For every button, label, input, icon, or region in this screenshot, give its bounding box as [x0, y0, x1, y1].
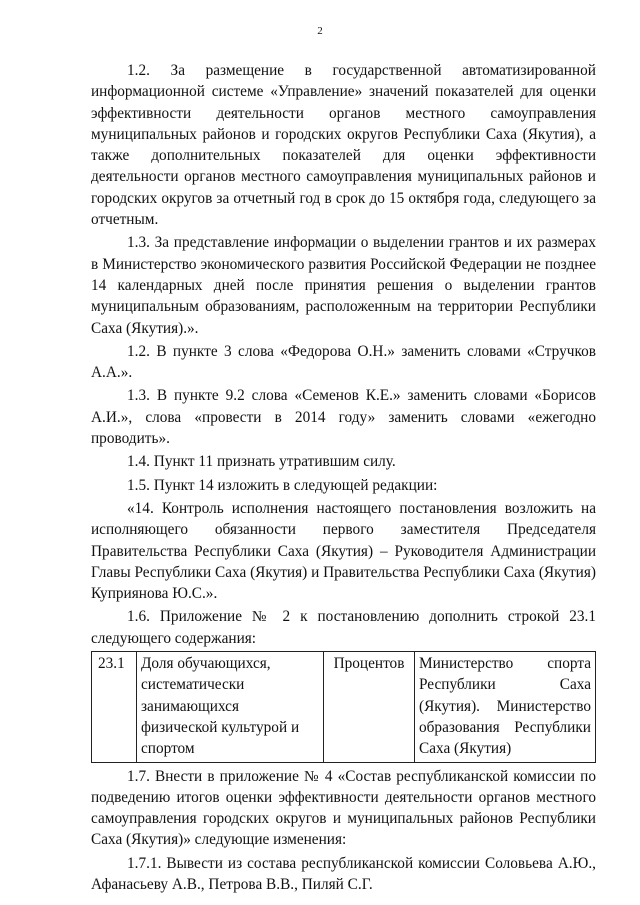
page-number: 2 — [317, 25, 323, 37]
paragraph-14-control: «14. Контроль исполнения настоящего постановления возложить на исполняющего обязанности первого заместителя Председателя Правительства Республики Саха (Якутия) – Руководителя Администрации Главы Республики Саха (Якутия) и Правительства Республики Саха (Якутия) Куприянова Ю.С.». — [91, 499, 596, 603]
table-cell-indicator: Доля обучающихся, систематически занимающихся физической культурой и спортом — [137, 652, 324, 762]
paragraph-1-2-posting: 1.2. За размещение в государственной автоматизированной информационной системе «Управление» значений показателей для оценки эффективности деятельности органов местного самоуправления муниципальных районов и городских округов Республики Саха (Якутия), а также дополнительных показателей для оценки эффективности деятельности органов местного самоуправления муниципальных районов и городских округов за отчетный год в срок до 15 октября года, следующего за отчетным. — [91, 62, 596, 229]
paragraph-1-3-grants: 1.3. За представление информации о выделении грантов и их размерах в Министерство экономического развития Российской Федерации не позднее 14 календарных дней после принятия решения о выделении грантов муниципальным образованиям, расположенным на территории Республики Саха (Якутия).». — [91, 234, 596, 337]
paragraph-1-2-point-3: 1.2. В пункте 3 слова «Федорова О.Н.» заменить словами «Стручков А.А.». — [91, 342, 596, 382]
paragraph-1-4: 1.4. Пункт 11 признать утратившим силу. — [127, 453, 396, 471]
paragraph-1-7: 1.7. Внести в приложение № 4 «Состав республиканской комиссии по подведению итогов оценки эффективности деятельности органов местного самоуправления городских округов и муниципальных районов Республики Саха (Якутия)» следующие изменения: — [91, 767, 596, 849]
paragraph-1-7-1: 1.7.1. Вывести из состава республиканской комиссии Соловьева А.Ю., Афанасьеву А.В., Петрова В.В., Пиляй С.Г. — [91, 854, 596, 893]
table-cell-responsible: Министерство спорта Республики Саха (Якутия). Министерство образования Республики Саха (Якутия) — [415, 652, 596, 762]
appendix-table — [91, 651, 596, 762]
table-row — [92, 652, 596, 762]
paragraph-1-6: 1.6. Приложение № 2 к постановлению дополнить строкой 23.1 следующего содержания: — [91, 608, 596, 647]
paragraph-1-3-point-9-2: 1.3. В пункте 9.2 слова «Семенов К.Е.» заменить словами «Борисов А.И.», слова «провести в 2014 году» заменить словами «ежегодно проводить». — [91, 387, 596, 448]
paragraph-1-5: 1.5. Пункт 14 изложить в следующей редакции: — [127, 476, 438, 494]
table-cell-unit: Процентов — [324, 652, 415, 762]
document-body — [91, 60, 596, 897]
table-cell-number: 23.1 — [92, 652, 137, 762]
